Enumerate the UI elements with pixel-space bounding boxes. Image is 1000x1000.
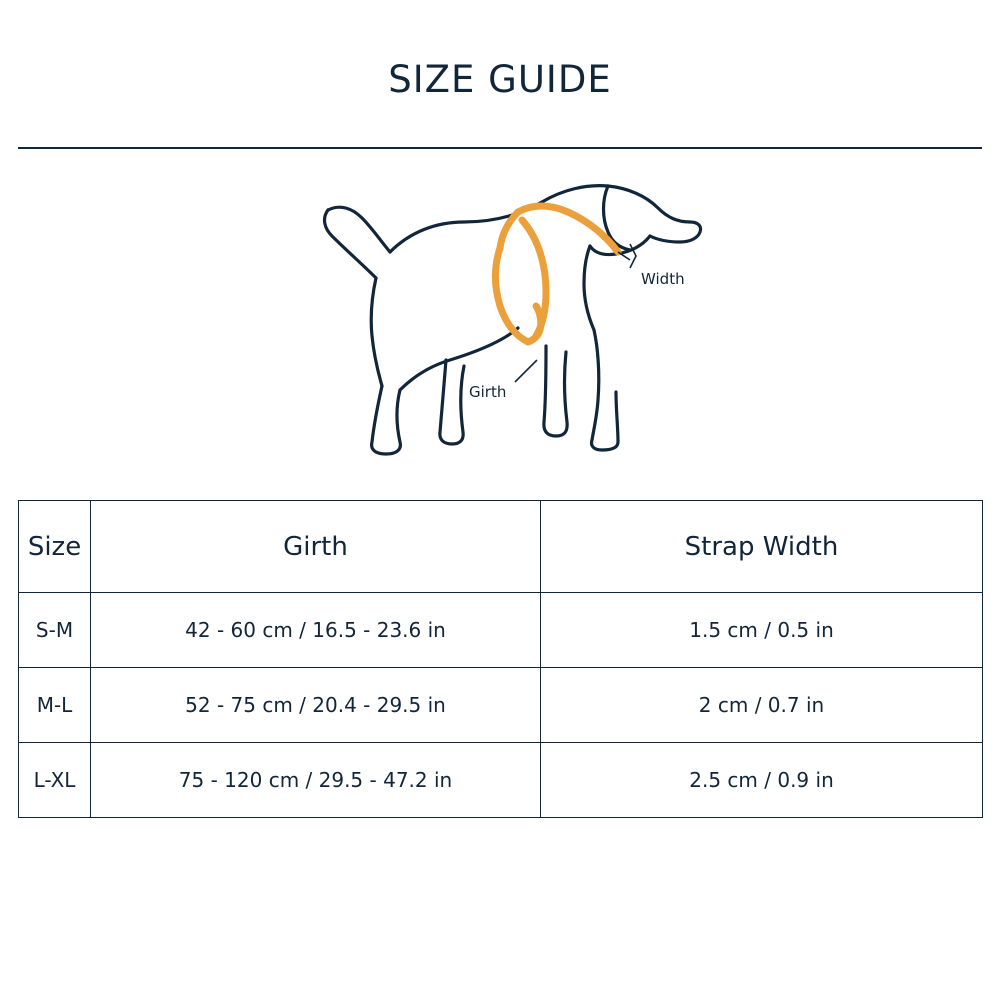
table-header-row bbox=[19, 501, 983, 593]
cell-girth: 42 - 60 cm / 16.5 - 23.6 in bbox=[91, 593, 541, 668]
page-title: SIZE GUIDE bbox=[388, 58, 612, 101]
cell-girth: 75 - 120 cm / 29.5 - 47.2 in bbox=[91, 743, 541, 818]
cell-size: L-XL bbox=[19, 743, 91, 818]
girth-leader-line bbox=[455, 330, 575, 400]
cell-size: M-L bbox=[19, 668, 91, 743]
cell-strap-width: 2 cm / 0.7 in bbox=[541, 668, 983, 743]
cell-strap-width: 2.5 cm / 0.9 in bbox=[541, 743, 983, 818]
harness-strap-icon bbox=[496, 206, 619, 342]
table-row bbox=[19, 593, 983, 668]
dog-outline-icon bbox=[325, 186, 701, 454]
cell-strap-width: 1.5 cm / 0.5 in bbox=[541, 593, 983, 668]
size-table-head bbox=[19, 501, 983, 593]
size-table-body bbox=[19, 593, 983, 818]
header-size: Size bbox=[19, 501, 91, 593]
cell-size: S-M bbox=[19, 593, 91, 668]
header-strap-width: Strap Width bbox=[541, 501, 983, 593]
title-divider bbox=[18, 147, 982, 149]
girth-label: Girth bbox=[469, 383, 507, 401]
dog-harness-diagram bbox=[250, 160, 770, 490]
width-label: Width bbox=[641, 270, 685, 288]
table-row bbox=[19, 668, 983, 743]
cell-girth: 52 - 75 cm / 20.4 - 29.5 in bbox=[91, 668, 541, 743]
size-table bbox=[18, 500, 983, 818]
table-row bbox=[19, 743, 983, 818]
header-girth: Girth bbox=[91, 501, 541, 593]
